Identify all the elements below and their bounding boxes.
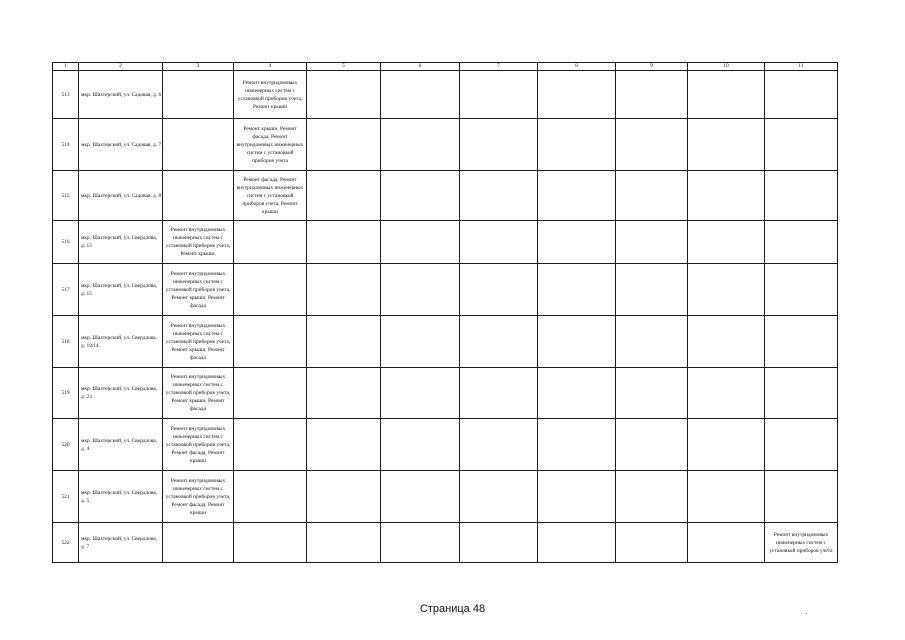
work-type-cell [765, 221, 838, 264]
header-row [53, 63, 838, 71]
empty-cell [381, 221, 460, 264]
empty-cell [688, 368, 765, 419]
work-type-cell [234, 471, 307, 523]
empty-cell [688, 119, 765, 171]
empty-cell [381, 419, 460, 471]
work-type-cell: Ремонт внутридомовых инженерных систем с установкой приборов учета, Ремонт крыши, [163, 221, 234, 264]
empty-cell [460, 264, 538, 316]
work-type-cell: Ремонт внутридомовых инженерных систем с установкой приборов учета [765, 523, 838, 563]
empty-cell [460, 419, 538, 471]
empty-cell [307, 71, 381, 119]
work-type-cell [234, 368, 307, 419]
address-cell: мкр. Шахтерский, ул. Садовая, д. 6 [79, 71, 163, 119]
table-row [53, 368, 838, 419]
empty-cell [538, 264, 616, 316]
work-type-cell: Ремонт внутридомовых инженерных систем с установкой приборов учета, Ремонт фасада, Ремонт крыши [163, 471, 234, 523]
row-number-cell: 517 [53, 264, 79, 316]
empty-cell [538, 316, 616, 368]
address-cell: мкр. Шахтерский, ул. Свердлова, д. 15 [79, 264, 163, 316]
empty-cell [307, 221, 381, 264]
empty-cell [688, 264, 765, 316]
address-cell: мкр. Шахтерский, ул. Свердлова, д. 7 [79, 523, 163, 563]
work-type-cell [163, 119, 234, 171]
work-type-cell [765, 171, 838, 221]
empty-cell [307, 264, 381, 316]
empty-cell [460, 523, 538, 563]
header-cell: 4 [234, 63, 307, 71]
address-cell: мкр. Шахтерский, ул. Садовая, д. 8 [79, 171, 163, 221]
empty-cell [381, 316, 460, 368]
empty-cell [616, 221, 688, 264]
row-number-cell: 516 [53, 221, 79, 264]
empty-cell [307, 316, 381, 368]
empty-cell [688, 523, 765, 563]
row-number-cell: 513 [53, 71, 79, 119]
table-row [53, 119, 838, 171]
table-row [53, 419, 838, 471]
header-cell: 10 [688, 63, 765, 71]
empty-cell [381, 71, 460, 119]
empty-cell [381, 368, 460, 419]
address-cell: мкр. Шахтерский, ул. Свердлова, д. 19/14 [79, 316, 163, 368]
empty-cell [307, 419, 381, 471]
empty-cell [616, 368, 688, 419]
empty-cell [538, 471, 616, 523]
empty-cell [616, 119, 688, 171]
empty-cell [688, 171, 765, 221]
empty-cell [381, 264, 460, 316]
work-type-cell: Ремонт внутридомовых инженерных систем с установкой приборов учета, Ремонт крыши, Ремонт фасада [163, 264, 234, 316]
empty-cell [538, 368, 616, 419]
empty-cell [688, 471, 765, 523]
row-number-cell: 521 [53, 471, 79, 523]
work-type-cell: Ремонт фасада, Ремонт внутридомовых инженерных систем с установкой приборов учета, Ремонт крыши [234, 171, 307, 221]
row-number-cell: 515 [53, 171, 79, 221]
work-type-cell: Ремонт крыши, Ремонт фасада, Ремонт внутридомовых инженерных систем с установкой приборов учета [234, 119, 307, 171]
work-type-cell [765, 471, 838, 523]
header-cell: 9 [616, 63, 688, 71]
row-number-cell: 518 [53, 316, 79, 368]
empty-cell [460, 71, 538, 119]
empty-cell [688, 316, 765, 368]
table-row [53, 316, 838, 368]
work-type-cell [765, 119, 838, 171]
header-cell: 2 [79, 63, 163, 71]
address-cell: мкр. Шахтерский, ул. Свердлова, д. 4 [79, 419, 163, 471]
empty-cell [688, 71, 765, 119]
empty-cell [460, 368, 538, 419]
empty-cell [688, 419, 765, 471]
empty-cell [538, 221, 616, 264]
work-type-cell [234, 264, 307, 316]
work-type-cell [765, 264, 838, 316]
empty-cell [460, 171, 538, 221]
row-number-cell: 522 [53, 523, 79, 563]
row-number-cell: 519 [53, 368, 79, 419]
table-body [53, 63, 838, 563]
empty-cell [307, 171, 381, 221]
empty-cell [307, 119, 381, 171]
empty-cell [538, 71, 616, 119]
address-cell: мкр. Шахтерский, ул. Свердлова, д. 13 [79, 221, 163, 264]
address-cell: мкр. Шахтерский, ул. Садовая, д. 7 [79, 119, 163, 171]
corner-mark: . [805, 606, 808, 616]
row-number-cell: 520 [53, 419, 79, 471]
row-number-cell: 514 [53, 119, 79, 171]
work-type-cell: Ремонт внутридомовых инженерных систем с установкой приборов учета, Ремонт крыши [234, 71, 307, 119]
work-type-cell [163, 71, 234, 119]
empty-cell [381, 119, 460, 171]
empty-cell [616, 523, 688, 563]
empty-cell [538, 119, 616, 171]
empty-cell [460, 119, 538, 171]
work-type-cell [163, 523, 234, 563]
header-cell: 1 [53, 63, 79, 71]
header-cell: 3 [163, 63, 234, 71]
table-row [53, 221, 838, 264]
table-row [53, 171, 838, 221]
empty-cell [307, 523, 381, 563]
table-row [53, 523, 838, 563]
empty-cell [538, 419, 616, 471]
empty-cell [381, 471, 460, 523]
table-row [53, 264, 838, 316]
empty-cell [307, 471, 381, 523]
empty-cell [460, 221, 538, 264]
empty-cell [616, 316, 688, 368]
empty-cell [616, 264, 688, 316]
empty-cell [381, 171, 460, 221]
work-type-cell [234, 221, 307, 264]
address-cell: мкр. Шахтерский, ул. Свердлова, д. 23 [79, 368, 163, 419]
header-cell: 11 [765, 63, 838, 71]
empty-cell [538, 523, 616, 563]
work-type-cell [765, 316, 838, 368]
work-type-cell [163, 171, 234, 221]
empty-cell [460, 471, 538, 523]
table-row [53, 71, 838, 119]
empty-cell [307, 368, 381, 419]
works-table [52, 62, 838, 563]
work-type-cell [765, 419, 838, 471]
empty-cell [460, 316, 538, 368]
empty-cell [688, 221, 765, 264]
work-type-cell: Ремонт внутридомовых инженерных систем с установкой приборов учета, Ремонт фасада, Ремонт крыши [163, 419, 234, 471]
table-row [53, 471, 838, 523]
address-cell: мкр. Шахтерский, ул. Свердлова, д. 5 [79, 471, 163, 523]
work-type-cell: Ремонт внутридомовых инженерных систем с установкой приборов учета, Ремонт крыши, Ремонт фасада [163, 368, 234, 419]
empty-cell [538, 171, 616, 221]
empty-cell [616, 471, 688, 523]
work-type-cell [765, 368, 838, 419]
work-type-cell [234, 523, 307, 563]
header-cell: 8 [538, 63, 616, 71]
empty-cell [616, 171, 688, 221]
header-cell: 5 [307, 63, 381, 71]
work-type-cell [765, 71, 838, 119]
empty-cell [616, 419, 688, 471]
work-type-cell [234, 316, 307, 368]
work-type-cell [234, 419, 307, 471]
header-cell: 7 [460, 63, 538, 71]
page-number: Страница 48 [419, 603, 486, 615]
empty-cell [616, 71, 688, 119]
header-cell: 6 [381, 63, 460, 71]
work-type-cell: Ремонт внутридомовых инженерных систем с установкой приборов учета, Ремонт крыши, Ремонт фасада [163, 316, 234, 368]
empty-cell [381, 523, 460, 563]
